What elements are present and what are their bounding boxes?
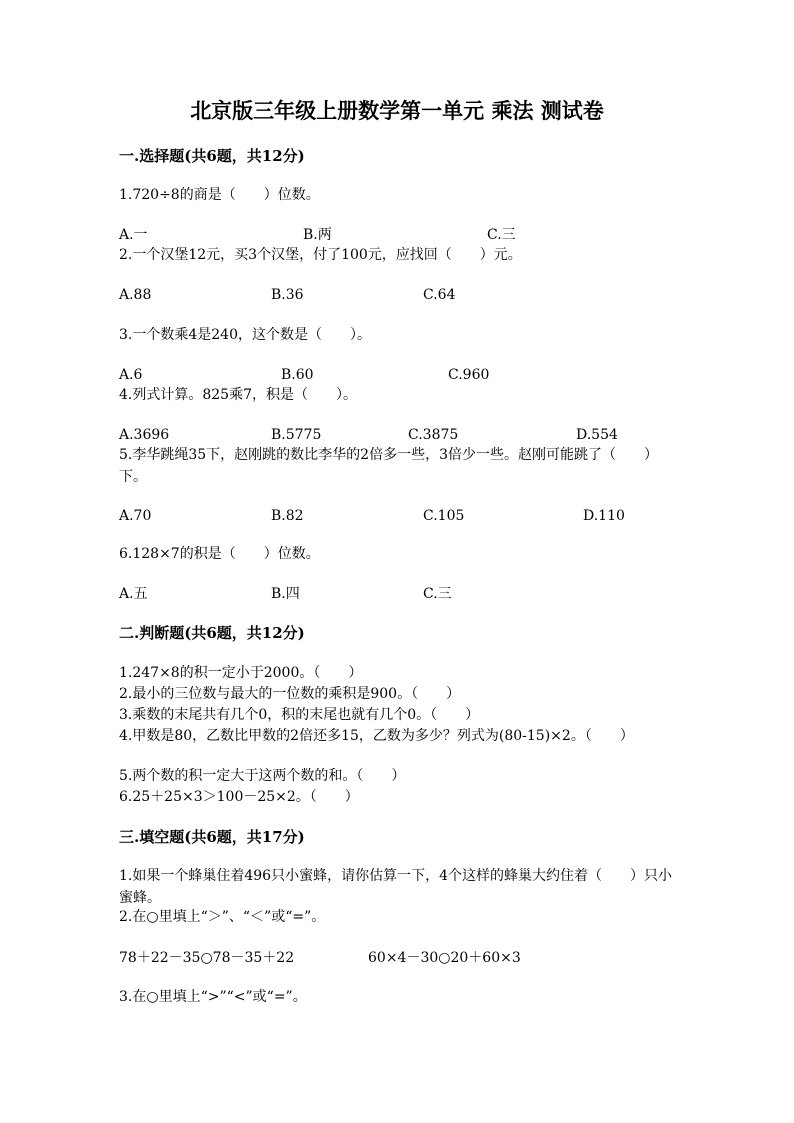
question-text: 5.李华跳绳35下，赵刚跳的数比李华的2倍多一些，3倍少一些。赵刚可能跳了（ ）下。 (119, 447, 658, 485)
option-a: A.88 (119, 287, 152, 303)
option-d: D.110 (583, 508, 625, 524)
option-b: B.5775 (271, 427, 322, 443)
option-a: A.6 (119, 367, 143, 383)
option-c: C.960 (448, 367, 490, 383)
question-text: 1.720÷8的商是（ ）位数。 (119, 187, 320, 203)
section-heading-fill-in: 三.填空题(共6题，共17分) (119, 828, 305, 846)
option-a: A.五 (119, 586, 148, 602)
question-text: 4.甲数是80，乙数比甲数的2倍还多15，乙数为多少？列式为(80-15)×2。（ ） (119, 728, 634, 744)
question-text: 6.128×7的积是（ ）位数。 (119, 546, 320, 562)
option-b: B.36 (271, 287, 304, 303)
question-text: 1.247×8的积一定小于2000。（ ） (119, 665, 363, 681)
comparison-item: 60×4－30○20＋60×3 (368, 950, 521, 966)
option-c: C.三 (423, 586, 452, 602)
section-heading-choice: 一.选择题(共6题，共12分) (119, 147, 305, 165)
option-b: B.60 (281, 367, 314, 383)
option-a: A.70 (119, 508, 152, 524)
option-b: B.四 (271, 586, 300, 602)
question-text: 6.25＋25×3＞100－25×2。（ ） (119, 789, 359, 805)
question-text: 2.最小的三位数与最大的一位数的乘积是900。（ ） (119, 686, 461, 702)
option-c: C.105 (423, 508, 465, 524)
option-d: D.554 (576, 427, 618, 443)
option-c: C.64 (423, 287, 456, 303)
option-c: C.3875 (408, 427, 459, 443)
comparison-item: 78＋22－35○78－35＋22 (119, 950, 295, 966)
question-text: 3.一个数乘4是240，这个数是（ ）。 (119, 327, 371, 343)
question-text: 4.列式计算。825乘7，积是（ ）。 (119, 387, 357, 403)
option-b: B.两 (303, 227, 332, 243)
page-title: 北京版三年级上册数学第一单元 乘法 测试卷 (190, 98, 604, 123)
option-c: C.三 (487, 227, 516, 243)
question-text: 5.两个数的积一定大于这两个数的和。（ ） (119, 768, 406, 784)
question-text: 3.乘数的末尾共有几个0，积的末尾也就有几个0。（ ） (119, 707, 480, 723)
question-text: 2.在○里填上“＞”、“＜”或“=”。 (119, 909, 326, 925)
section-heading-judgement: 二.判断题(共6题，共12分) (119, 624, 305, 642)
option-b: B.82 (271, 508, 304, 524)
question-text: 1.如果一个蜂巢住着496只小蜜蜂，请你估算一下，4个这样的蜂巢大约住着（ ）只小蜜蜂。 (119, 868, 672, 906)
option-a: A.3696 (119, 427, 170, 443)
question-text: 3.在○里填上“>”“<”或“=”。 (119, 989, 307, 1005)
question-text: 2.一个汉堡12元，买3个汉堡，付了100元，应找回（ ）元。 (119, 247, 522, 263)
option-a: A.一 (119, 227, 148, 243)
